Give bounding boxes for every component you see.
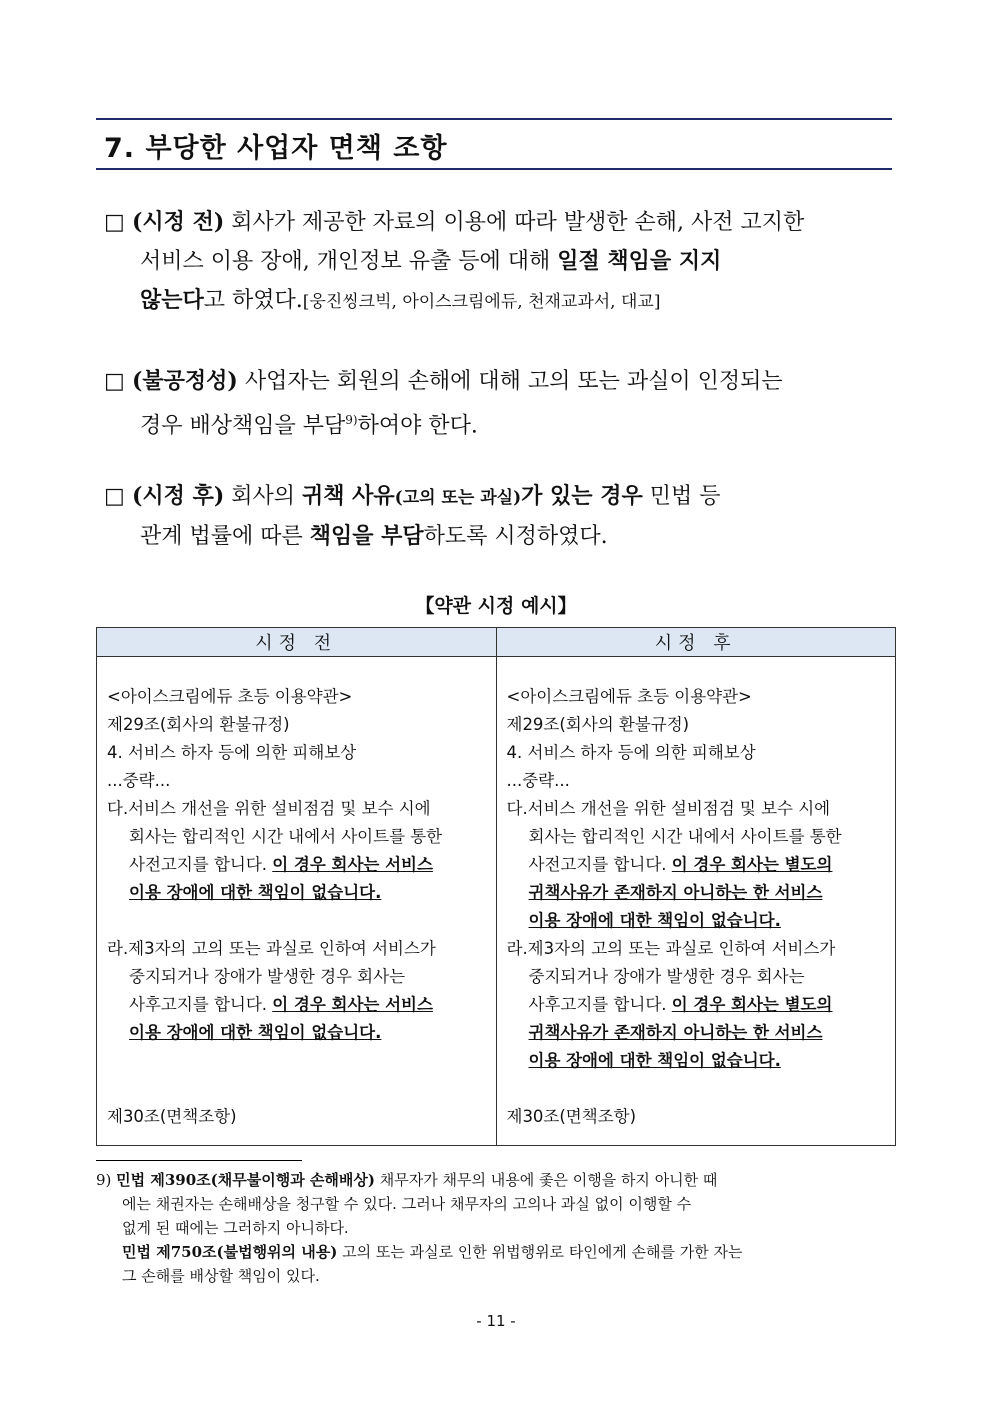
article-title: 제29조(회사의 환불규정) bbox=[107, 715, 290, 734]
footnote-number: 9) bbox=[96, 1171, 117, 1189]
footnote-ref: 9) bbox=[345, 413, 358, 427]
clause-ra: 라.제3자의 고의 또는 과실로 인하여 서비스가 bbox=[107, 939, 436, 958]
clause-da-text bbox=[507, 879, 888, 907]
article-title: 제30조(면책조항) bbox=[107, 1107, 237, 1126]
clause-da-text: 회사는 합리적인 시간 내에서 사이트를 통한 bbox=[129, 827, 443, 846]
para-bold: 않는다 bbox=[140, 287, 204, 313]
clause-ra: 라.제3자의 고의 또는 과실로 인하여 서비스가 bbox=[506, 939, 836, 958]
clause-ra-text: 중지되거나 장애가 발생한 경우 회사는 bbox=[528, 967, 805, 986]
header-before: 시정 전 bbox=[97, 628, 497, 657]
terms-title: <아이스크림에듀 초등 이용약관> bbox=[107, 687, 353, 706]
footnote bbox=[96, 1168, 896, 1288]
clause-text: 사후고지를 합니다. bbox=[528, 995, 672, 1014]
clause-ra-text bbox=[107, 991, 488, 1019]
para-text: 사업자는 회원의 손해에 대해 고의 또는 과실이 인정되는 bbox=[237, 369, 783, 394]
clause-da-text bbox=[507, 907, 888, 935]
clause-da-text bbox=[107, 879, 488, 907]
paragraph-unfairness bbox=[104, 362, 894, 445]
clause-da: 다.서비스 개선을 위한 설비점검 및 보수 시에 bbox=[506, 799, 831, 818]
clause-underlined: 이 경우 회사는 서비스 bbox=[272, 995, 433, 1014]
para-text: 하여야 한다. bbox=[357, 413, 478, 439]
para-text: 고 하였다. bbox=[203, 288, 303, 313]
para-label: (시정 후) bbox=[132, 483, 225, 509]
clause-text: 사전고지를 합니다. bbox=[528, 855, 672, 874]
terms-table bbox=[96, 627, 896, 1146]
para-text: 관계 법률에 따른 bbox=[140, 524, 310, 549]
paragraph-before bbox=[104, 203, 894, 321]
para-bold: 가 있는 경우 bbox=[521, 483, 643, 509]
footnote-text: 에는 채권자는 손해배상을 청구할 수 있다. 그러나 채무자의 고의나 과실 없이 이행할 수 bbox=[122, 1195, 692, 1213]
clause-ra-text bbox=[507, 1047, 888, 1075]
clause-underlined: 이용 장애에 대한 책임이 없습니다. bbox=[129, 883, 382, 902]
clause-da-text bbox=[107, 851, 488, 879]
clause-da-text bbox=[507, 851, 888, 879]
checkbox-icon: □ bbox=[104, 210, 125, 235]
clause-underlined: 귀책사유가 존재하지 아니하는 한 서비스 bbox=[528, 1023, 823, 1042]
clause-ra-text bbox=[107, 1019, 488, 1047]
clause-item: 4. 서비스 하자 등에 의한 피해보상 bbox=[506, 743, 756, 762]
footnote-text: 고의 또는 과실로 인한 위법행위로 타인에게 손해를 가한 자는 bbox=[337, 1243, 743, 1261]
clause-underlined: 이용 장애에 대한 책임이 없습니다. bbox=[528, 911, 781, 930]
paragraph-after bbox=[104, 477, 894, 556]
checkbox-icon: □ bbox=[104, 484, 125, 509]
omission: ...중략... bbox=[107, 771, 171, 790]
para-bold: 일절 책임을 지지 bbox=[557, 248, 722, 274]
para-bold: 책임을 부담 bbox=[309, 523, 424, 549]
title-top-rule bbox=[96, 118, 892, 120]
article-title: 제29조(회사의 환불규정) bbox=[506, 715, 690, 734]
clause-underlined: 이용 장애에 대한 책임이 없습니다. bbox=[129, 1023, 382, 1042]
page-number: - 11 - bbox=[476, 1312, 516, 1330]
title-bottom-rule bbox=[96, 168, 892, 170]
clause-underlined: 이 경우 회사는 별도의 bbox=[671, 855, 833, 874]
para-text: 경우 배상책임을 부담 bbox=[140, 413, 346, 439]
cell-before bbox=[97, 657, 497, 1146]
footnote-separator bbox=[96, 1160, 302, 1161]
para-text: 민법 등 bbox=[642, 484, 721, 509]
clause-ra-text bbox=[507, 1019, 888, 1047]
para-text: 회사의 bbox=[224, 484, 302, 509]
clause-underlined: 귀책사유가 존재하지 아니하는 한 서비스 bbox=[528, 883, 823, 902]
para-bold: 귀책 사유 bbox=[301, 483, 395, 509]
clause-text: 사전고지를 합니다. bbox=[129, 855, 273, 874]
clause-da: 다.서비스 개선을 위한 설비점검 및 보수 시에 bbox=[107, 799, 431, 818]
footnote-text: 그 손해를 배상할 책임이 있다. bbox=[122, 1267, 320, 1285]
clause-ra-text bbox=[507, 991, 888, 1019]
para-companies: [웅진씽크빅, 아이스크림에듀, 천재교과서, 대교] bbox=[302, 292, 661, 312]
para-text: 회사가 제공한 자료의 이용에 따라 발생한 손해, 사전 고지한 bbox=[224, 210, 805, 235]
clause-underlined: 이 경우 회사는 별도의 bbox=[671, 995, 833, 1014]
para-label: (시정 전) bbox=[132, 209, 225, 235]
para-text: 하도록 시정하였다. bbox=[423, 524, 608, 549]
omission: ...중략... bbox=[506, 771, 570, 790]
cell-after bbox=[496, 657, 896, 1146]
article-title: 제30조(면책조항) bbox=[506, 1107, 637, 1126]
footnote-text: 없게 된 때에는 그러하지 아니하다. bbox=[122, 1219, 349, 1237]
footnote-law-title: 민법 제390조(채무불이행과 손해배상) bbox=[116, 1171, 375, 1189]
terms-title: <아이스크림에듀 초등 이용약관> bbox=[506, 687, 752, 706]
header-after: 시정 후 bbox=[496, 628, 896, 657]
clause-text: 사후고지를 합니다. bbox=[129, 995, 273, 1014]
clause-item: 4. 서비스 하자 등에 의한 피해보상 bbox=[107, 743, 357, 762]
footnote-law-title: 민법 제750조(불법행위의 내용) bbox=[122, 1243, 338, 1261]
para-text: 서비스 이용 장애, 개인정보 유출 등에 대해 bbox=[140, 249, 558, 274]
clause-ra-text: 중지되거나 장애가 발생한 경우 회사는 bbox=[129, 967, 406, 986]
clause-da-text: 회사는 합리적인 시간 내에서 사이트를 통한 bbox=[528, 827, 842, 846]
checkbox-icon: □ bbox=[104, 369, 125, 394]
section-title: 7. 부당한 사업자 면책 조항 bbox=[104, 133, 448, 164]
clause-underlined: 이용 장애에 대한 책임이 없습니다. bbox=[528, 1051, 781, 1070]
para-label: (불공정성) bbox=[132, 368, 238, 394]
para-bold-small: (고의 또는 과실) bbox=[394, 488, 522, 508]
footnote-text: 채무자가 채무의 내용에 좇은 이행을 하지 아니한 때 bbox=[374, 1171, 718, 1189]
table-caption: 【약관 시정 예시】 bbox=[415, 595, 577, 617]
clause-underlined: 이 경우 회사는 서비스 bbox=[272, 855, 433, 874]
